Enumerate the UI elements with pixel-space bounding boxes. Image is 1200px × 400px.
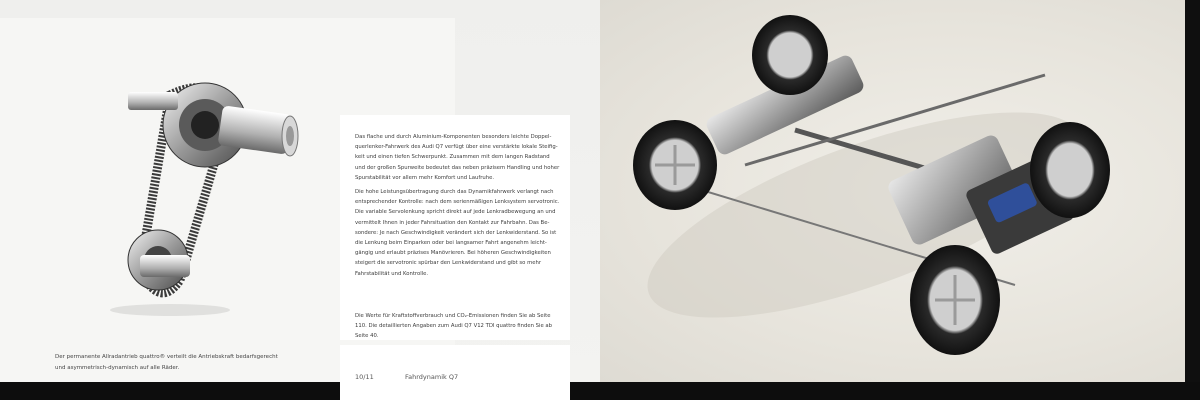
section-title: Fahrdynamik Q7 [405,373,459,381]
page-number: 10/11 [355,373,374,381]
quattro-transfer-case-image [100,70,320,320]
paragraph-note: Die Werte für Kraftstoffverbrauch und CO₂-Emissionen finden Sie ab Seite 110. Die detaillierten Angaben zum Audi Q7 V12 TDI quattro finden Sie ab Seite 40. [355,313,553,340]
paragraph-steering: Die hohe Leistungsübertragung durch das Dynamikfahrwerk verlangt nach entsprechender Kontrolle: nach dem serienmäßigen Lenksystem servotronic. Die variable Servolenkung spricht direkt auf jede Lenkradbewegung an und vermittelt Ihnen in jeder Fahrsituation den Kontakt zur Fahrbahn. Das Be-sondere: Je nach Geschwindigkeit verändert sich der Lenkwiderstand. So ist die Lenkung beim Einparken oder bei langsamer Fahrt angenehm leicht-gängig und erlaubt präzises Manövrieren. Bei höheren Geschwindigkeiten steigert die servotronic spürbar den Lenkwiderstand und gibt so mehr Fahrstabilität und Kontrolle. [355,189,560,277]
image-caption: Der permanente Allradantrieb quattro® verteilt die Antriebskraft bedarfsgerecht und asymmetrisch-dynamisch auf alle Räder. [55,354,278,371]
chassis-drivetrain-image [625,15,1115,360]
bottom-band [0,382,1200,400]
page-edge [1185,0,1200,400]
paragraph-chassis: Das flache und durch Aluminium-Komponenten besonders leichte Doppel-querlenker-Fahrwerk des Audi Q7 verfügt über eine verstärkte lokale Steifig-keit und einen tiefen Schwerpunkt. Zusammen mit dem langen Radstand und der großen Spurweite bedeutet das neben präzisem Handling und hoher Spurstabilität vor allem mehr Komfort und Laufruhe. [355,134,560,181]
